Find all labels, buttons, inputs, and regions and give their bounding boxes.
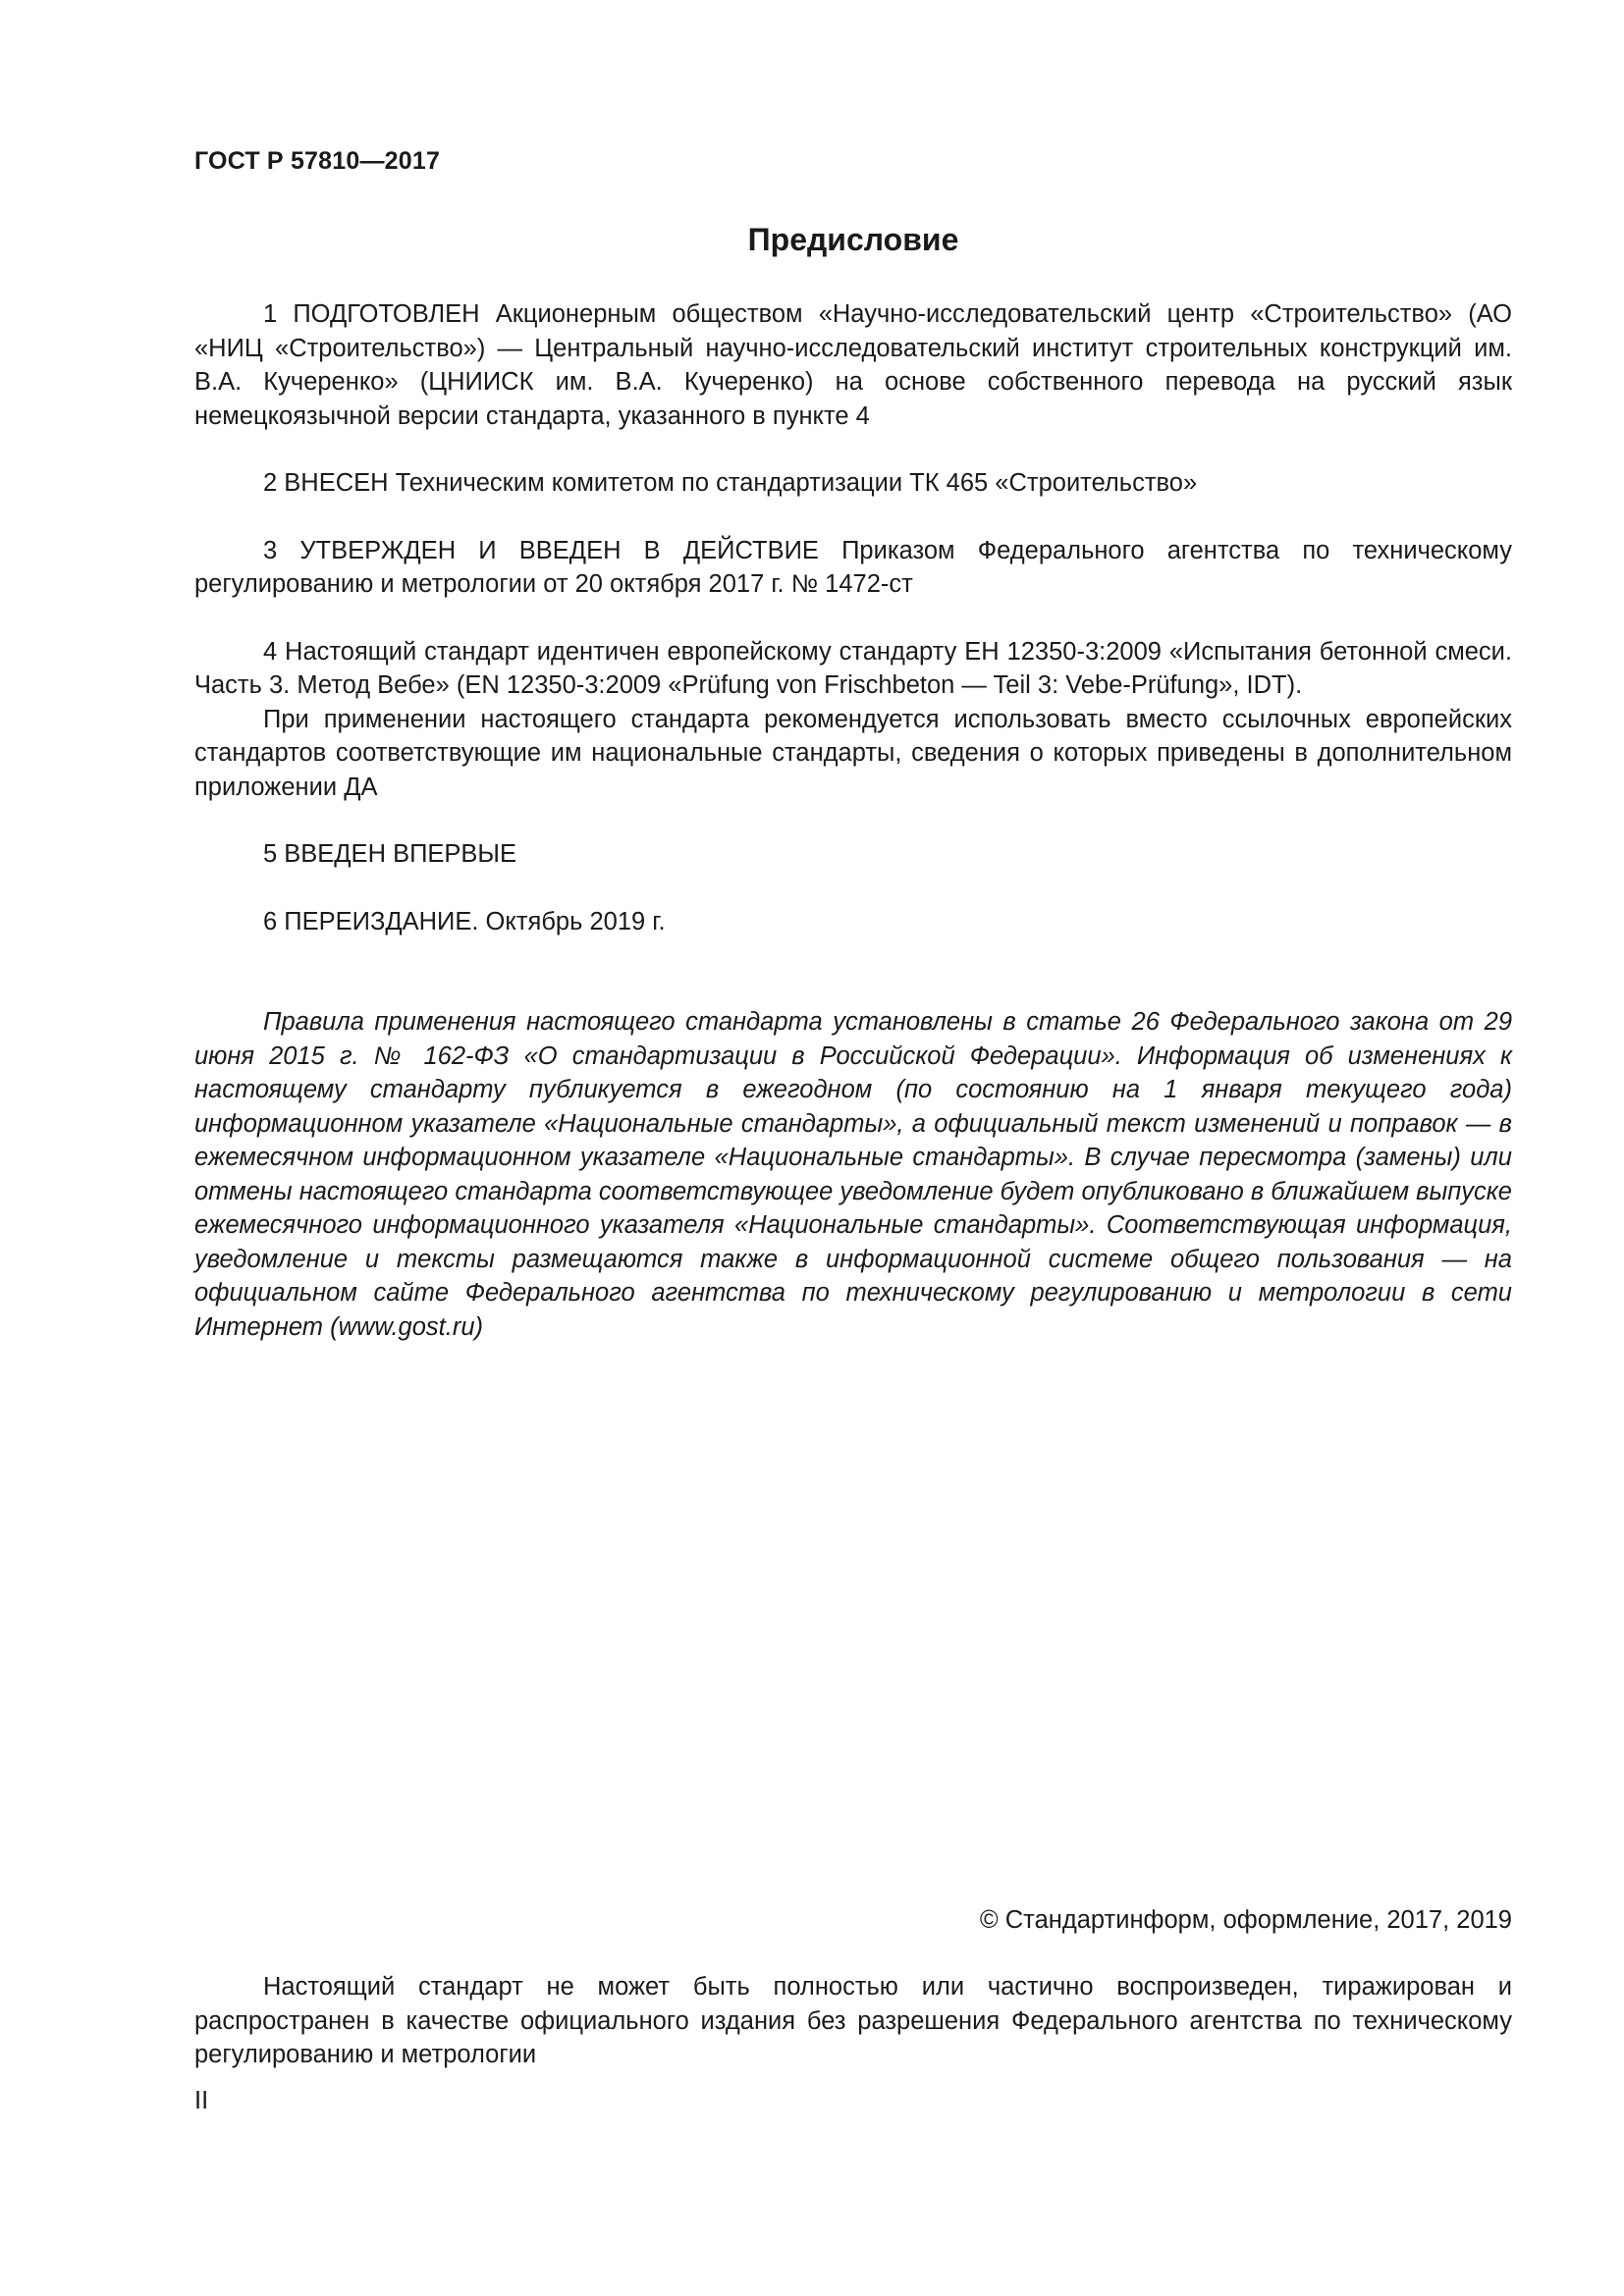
copyright-line: © Стандартинформ, оформление, 2017, 2019 [979, 1906, 1512, 1934]
paragraph-application-note: При применении настоящего стандарта рекомендуется использовать вместо ссылочных европейских стандартов соответствующие им национальные стандарты, сведения о которых приведены в дополнительном приложении ДА [194, 705, 1512, 801]
paragraph-submitted-by: 2 ВНЕСЕН Техническим комитетом по стандартизации ТК 465 «Строительство» [263, 469, 1198, 497]
page-title: Предисловие [747, 222, 959, 257]
paragraph-first-introduced: 5 ВВЕДЕН ВПЕРВЫЕ [263, 840, 517, 868]
application-rules-notice: Правила применения настоящего стандарта установлены в статье 26 Федерального закона от 29 июня 2015 г. № 162-ФЗ «О стандартизации в Российской Федерации». Информация об изменениях к настоящему стандарту публикуется в ежегодном (по состоянию на 1 января текущего года) информационном указателе «Национальные стандарты», а официальный текст изменений и поправок — в ежемесячном информационном указателе «Национальные стандарты». В случае пересмотра (замены) или отмены настоящего стандарта соответствующее уведомление будет опубликовано в ближайшем выпуске ежемесячного информационного указателя «Национальные стандарты». Соответствующая информация, уведомление и тексты размещаются также в информационной системе общего пользования — на официальном сайте Федерального агентства по техническому регулированию и метрологии в сети Интернет (www.gost.ru) [194, 1008, 1512, 1341]
paragraph-prepared-by: 1 ПОДГОТОВЛЕН Акционерным обществом «Научно-исследовательский центр «Строительство» (АО «НИЦ «Строительство») — Центральный научно-исследовательский институт строительных конструкций им. В.А. Кучеренко» (ЦНИИСК им. В.А. Кучеренко) на основе собственного перевода на русский язык немецкоязычной версии стандарта, указанного в пункте 4 [194, 300, 1512, 430]
paragraph-reissue: 6 ПЕРЕИЗДАНИЕ. Октябрь 2019 г. [263, 907, 666, 935]
standard-code: ГОСТ Р 57810—2017 [194, 147, 441, 175]
paragraph-approved: 3 УТВЕРЖДЕН И ВВЕДЕН В ДЕЙСТВИЕ Приказом Федерального агентства по техническому регулированию и метрологии от 20 октября 2017 г. № 1472-ст [194, 536, 1512, 598]
page-number: II [194, 2087, 209, 2114]
foreword-body [194, 297, 1512, 938]
paragraph-identical-to: 4 Настоящий стандарт идентичен европейскому стандарту ЕН 12350-3:2009 «Испытания бетонной смеси. Часть 3. Метод Вебе» (EN 12350-3:2009 «Prüfung von Frischbeton — Teil 3: Vebe-Prüfung», IDT). [194, 637, 1512, 699]
reproduction-notice: Настоящий стандарт не может быть полностью или частично воспроизведен, тиражирован и распространен в качестве официального издания без разрешения Федерального агентства по техническому регулированию и метрологии [194, 1973, 1512, 2068]
